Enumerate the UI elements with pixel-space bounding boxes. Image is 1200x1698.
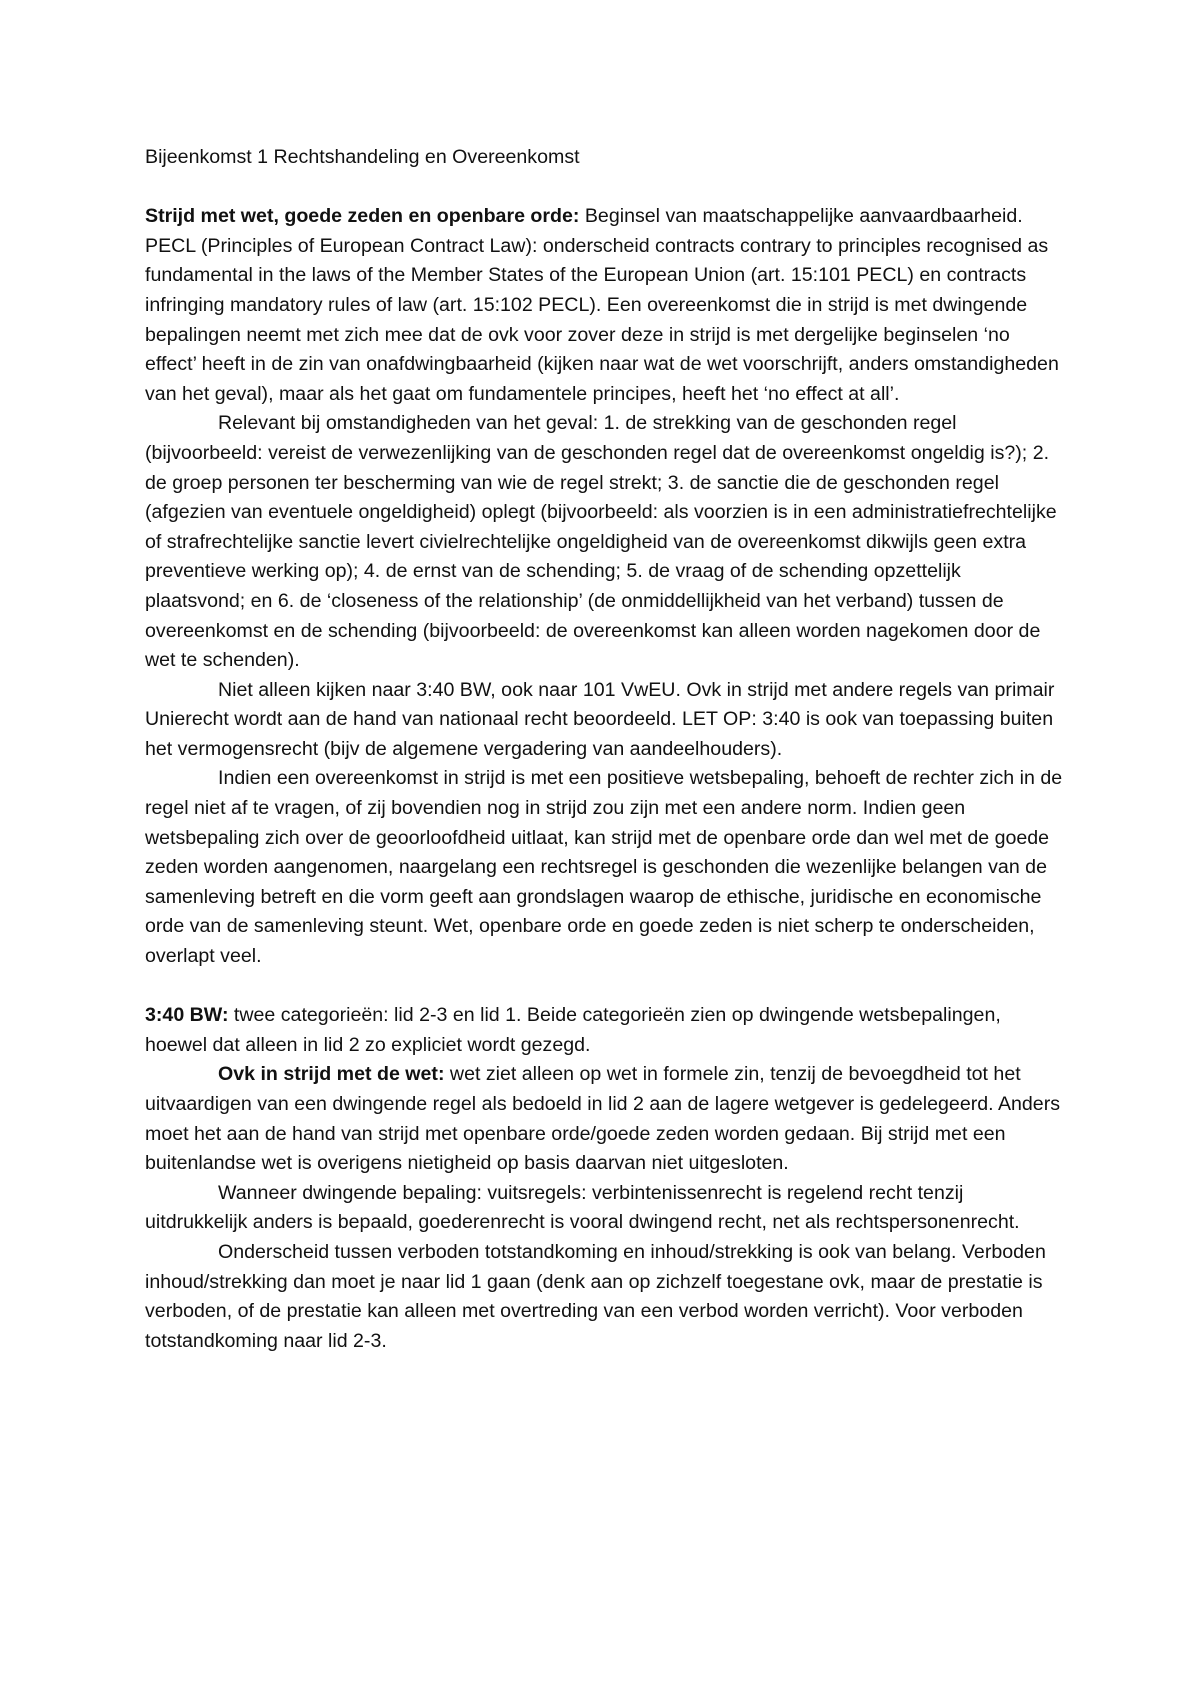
section1-paragraph-3: Niet alleen kijken naar 3:40 BW, ook naar 101 VwEU. Ovk in strijd met andere regels van primair Unierecht wordt aan de hand van nationaal recht beoordeeld. LET OP: 3:40 is ook van toepassing buiten het vermogensrecht (bijv de algemene vergadering van aandeelhouders).	[145, 678, 1055, 760]
section2-paragraph-2-heading: Ovk in strijd met de wet:	[218, 1063, 445, 1086]
section2-paragraph-1-text: twee categorieën: lid 2-3 en lid 1. Beide categorieën zien op dwingende wetsbepalingen, hoewel dat alleen in lid 2 zo expliciet wordt gezegd.	[145, 1004, 1001, 1056]
section-gap	[145, 972, 1065, 1002]
section2-paragraph-2-text: wet ziet alleen op wet in formele zin, tenzij de bevoegdheid tot het uitvaardigen van een dwingende regel als bedoeld in lid 2 aan de lagere wetgever is gedelegeerd. Anders moet het aan de hand van strijd met openbare orde/goede zeden worden gedaan. Bij strijd met een buitenlandse wet is overigens nietigheid op basis daarvan niet uitgesloten.	[145, 1063, 1061, 1175]
section1-heading: Strijd met wet, goede zeden en openbare orde:	[145, 205, 580, 228]
section2-paragraph-3: Wanneer dwingende bepaling: vuitsregels: verbintenissenrecht is regelend recht tenzij uitdrukkelijk anders is bepaald, goederenrecht is vooral dwingend recht, net als rechtspersonenrecht.	[145, 1181, 1020, 1234]
section2-paragraph-2	[145, 1060, 1065, 1178]
section1-paragraph-1	[145, 202, 1065, 409]
section1-paragraph-4: Indien een overeenkomst in strijd is met een positieve wetsbepaling, behoeft de rechter zich in de regel niet af te vragen, of zij bovendien nog in strijd zou zijn met een andere norm. Indien geen wetsbepaling zich over de geoorloofdheid uitlaat, kan strijd met de openbare orde dan wel met de goede zeden worden aangenomen, naargelang een rechtsregel is geschonden die wezenlijke belangen van de samenleving betreft en die vorm geeft aan grondslagen waarop de ethische, juridische en economische orde van de samenleving steunt. Wet, openbare orde en goede zeden is niet scherp te onderscheiden, overlapt veel.	[145, 767, 1063, 968]
section1-paragraph-2: Relevant bij omstandigheden van het geval: 1. de strekking van de geschonden regel (bijvoorbeeld: vereist de verwezenlijking van de geschonden regel dat de overeenkomst ongeldig is?); 2. de groep personen ter bescherming van wie de regel strekt; 3. de sanctie die de geschonden regel (afgezien van eventuele ongeldigheid) oplegt (bijvoorbeeld: als voorzien is in een administratiefrechtelijke of strafrechtelijke sanctie levert civielrechtelijke ongeldigheid van de overeenkomst dikwijls geen extra preventieve werking op); 4. de ernst van de schending; 5. de vraag of de schending opzettelijk plaatsvond; en 6. de ‘closeness of the relationship’ (de onmiddellijkheid van het verband) tussen de overeenkomst en de schending (bijvoorbeeld: de overeenkomst kan alleen worden nagekomen door de wet te schenden).	[145, 412, 1057, 672]
section2-paragraph-1	[145, 1001, 1065, 1060]
section2-paragraph-4: Onderscheid tussen verboden totstandkoming en inhoud/strekking is ook van belang. Verboden inhoud/strekking dan moet je naar lid 1 gaan (denk aan op zichzelf toegestane ovk, maar de prestatie is verboden, of de prestatie kan alleen met overtreding van een verbod worden verricht). Voor verboden totstandkoming naar lid 2-3.	[145, 1240, 1046, 1352]
section2-heading: 3:40 BW:	[145, 1004, 229, 1027]
section1-paragraph-1-text: Beginsel van maatschappelijke aanvaardbaarheid. PECL (Principles of European Contract Law): onderscheid contracts contrary to principles recognised as fundamental in the laws of the Member States of the European Union (art. 15:101 PECL) en contracts infringing mandatory rules of law (art. 15:102 PECL). Een overeenkomst die in strijd is met dwingende bepalingen neemt met zich mee dat de ovk voor zover deze in strijd is met dergelijke beginselen ‘no effect’ heeft in de zin van onafdwingbaarheid (kijken naar wat de wet voorschrijft, anders omstandigheden van het geval), maar als het gaat om fundamentele principes, heeft het ‘no effect at all’.	[145, 205, 1059, 405]
document-title: Bijeenkomst 1 Rechtshandeling en Overeenkomst	[145, 146, 580, 168]
document-page	[145, 143, 1065, 1356]
